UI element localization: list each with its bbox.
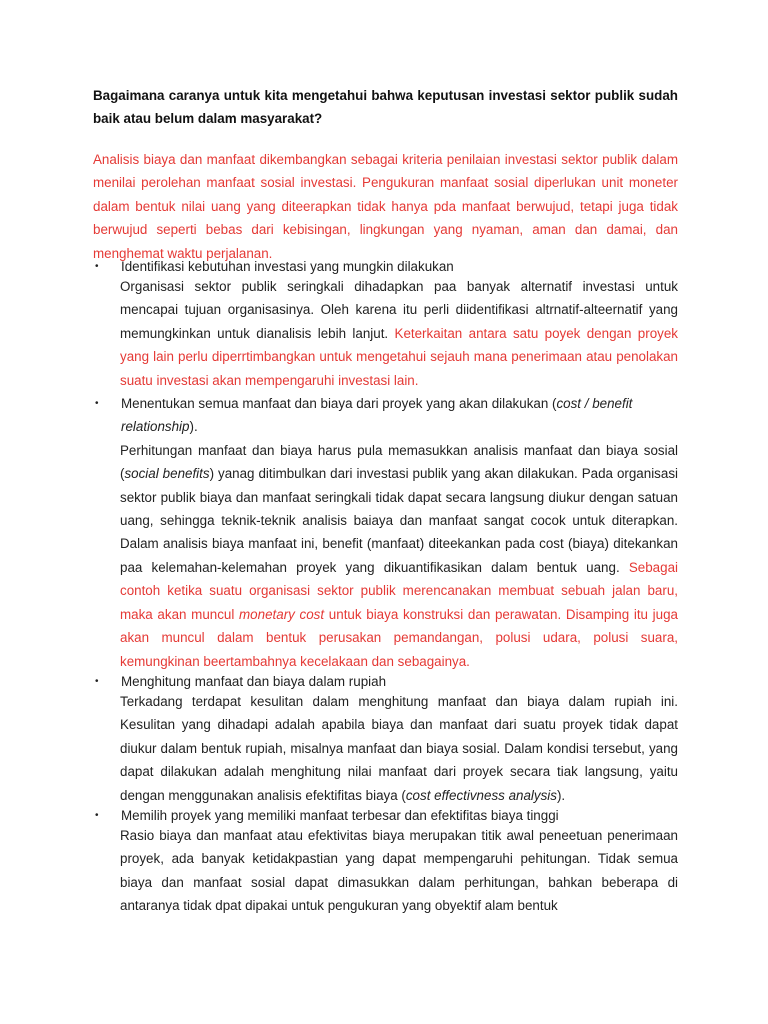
highlighted-text: Sebagai contoh ketika suatu organisasi sektor publik merencanakan membuat sebuah jalan baru, maka akan muncul <box>120 559 678 622</box>
italic-term: cost effectivness analysis <box>405 787 557 803</box>
highlighted-italic-term: monetary cost <box>239 606 325 622</box>
heading-text: Menentukan semua manfaat dan biaya dari proyek yang akan dilakukan ( <box>121 396 557 412</box>
list-item <box>93 673 678 807</box>
list-item-body: Rasio biaya dan manfaat atau efektivitas biaya merupakan titik awal peneetuan penerimaan proyek, ada banyak ketidakpastian yang dapat mempengaruhi pehitungan. Tidak semua biaya dan manfaat sosial dapat dimasukkan dalam perhitungan, bahkan beberapa di antaranya tidak dpat dipakai untuk pengukuran yang obyektif alam bentuk <box>120 827 678 914</box>
bullet-icon: • <box>95 675 99 687</box>
body-text: Terkadang terdapat kesulitan dalam menghitung manfaat dan biaya dalam rupiah ini. Kesulitan yang dihadapi adalah apabila biaya dan manfaat dari suatu proyek tidak dapat diukur dalam bentuk rupiah, misalnya manfaat dan biaya sosial. Dalam kondisi tersebut, yang dapat dilakukan adalah menghitung nilai manfaat dari proyek secara tiak langsung, yaitu dengan menggunakan analisis efektifitas biaya ( <box>120 693 678 803</box>
intro-paragraph: Analisis biaya dan manfaat dikembangkan sebagai kriteria penilaian investasi sektor publik dalam menilai perolehan manfaat sosial investasi. Pengukuran manfaat sosial diperlukan unit moneter dalam bentuk nilai uang yang diteerapkan tidak hanya pda manfaat berwujud, tetapi juga tidak berwujud seperti bebas dari kebisingan, lingkungan yang nyaman, aman dan damai, dan menghemat waktu perjalanan. <box>93 152 678 261</box>
highlighted-text: Keterkaitan antara satu poyek dengan proyek yang lain perlu diperrtimbangkan untuk mengetahui sejauh mana penerimaan atau penolakan suatu investasi akan mempengaruhi investasi lain. <box>120 325 678 388</box>
list-item-heading: Menghitung manfaat dan biaya dalam rupiah <box>121 673 387 689</box>
list-item-heading: Identifikasi kebutuhan investasi yang mungkin dilakukan <box>121 259 454 274</box>
list-item-heading: Memilih proyek yang memiliki manfaat terbesar dan efektifitas biaya tinggi <box>121 807 559 823</box>
list-item <box>93 258 678 392</box>
bullet-list <box>93 258 678 918</box>
list-item-body <box>120 690 678 807</box>
list-item <box>93 807 678 918</box>
list-item-heading <box>121 392 678 439</box>
list-item <box>93 392 678 673</box>
bullet-icon: • <box>95 261 99 272</box>
bullet-icon: • <box>95 398 99 410</box>
list-item-body <box>120 439 678 673</box>
list-item-body <box>120 275 678 392</box>
italic-term: social benefits <box>124 466 210 482</box>
body-text: Organisasi sektor publik seringkali dihadapkan paa banyak alternatif investasi untuk mencapai tujuan organisasinya. Oleh karena itu perli diidentifikasi altrnatif-alteernatif yang memungkinkan untuk dianalisis lebih lanjut. <box>120 279 678 341</box>
bullet-icon: • <box>95 809 99 821</box>
body-text: ) yanag ditimbulkan dari investasi publik yang akan dilakukan. Pada organisasi sektor publik biaya dan manfaat seringkali tidak dapat secara langsung diukur dengan satuan uang, sehingga teknik-teknik analisis baiaya dan manfaat sangat cocok untuk diterapkan. Dalam analisis biaya manfaat ini, benefit (manfaat) diteekankan pada cost (biaya) ditekankan paa kelemahan-kelemahan proyek yang dikuantifikasikan dalam bentuk uang. <box>120 466 678 575</box>
heading-text: ). <box>189 419 198 435</box>
question-heading: Bagaimana caranya untuk kita mengetahui bahwa keputusan investasi sektor publik sudah baik atau belum dalam masyarakat? <box>93 88 678 126</box>
body-text: ). <box>556 787 566 803</box>
body-text: Perhitungan manfaat dan biaya harus pula memasukkan analisis manfaat dan biaya sosial ( <box>120 442 678 482</box>
highlighted-text: untuk biaya konstruksi dan perawatan. Disamping itu juga akan muncul dalam bentuk perusakan pemandangan, polusi udara, polusi suara, kemungkinan beertambahnya kecelakaan dan sebagainya. <box>120 606 679 669</box>
heading-italic-text: cost / benefit relationship <box>121 396 633 435</box>
